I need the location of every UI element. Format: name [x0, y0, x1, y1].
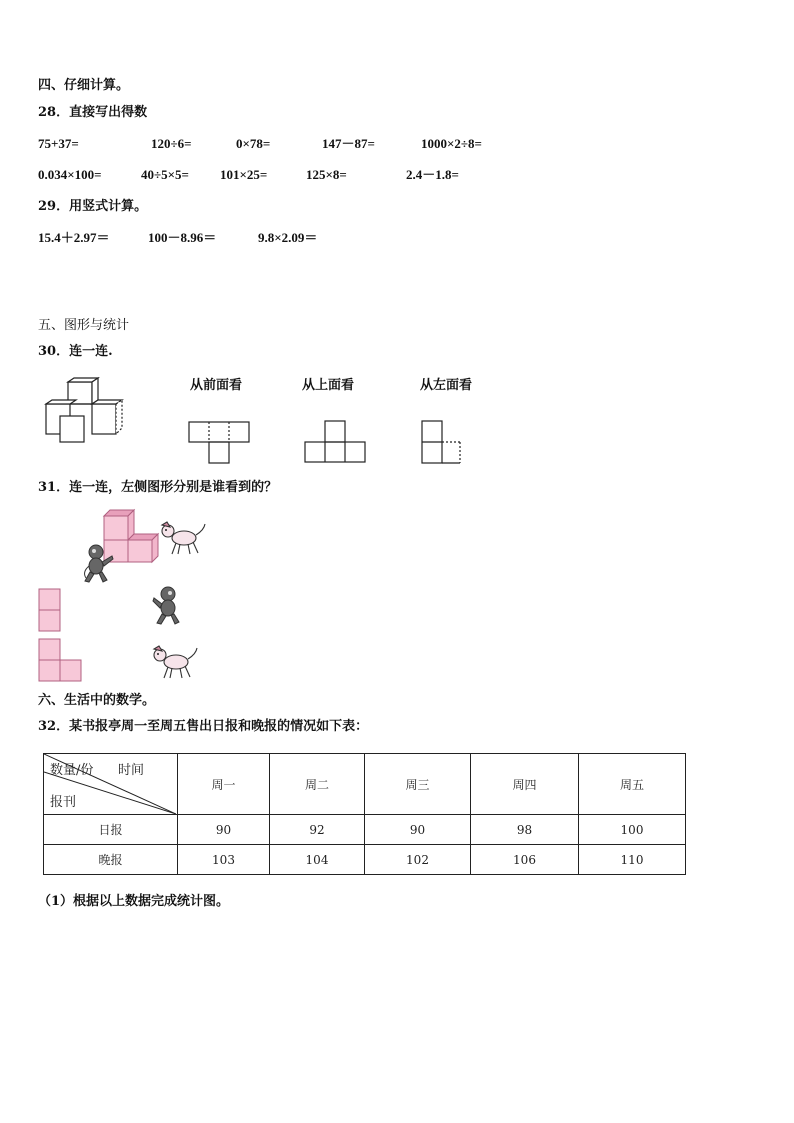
corner-label-time: 时间: [118, 763, 145, 778]
column-header: 周四: [471, 754, 579, 815]
q31-option-view-2: [38, 638, 84, 682]
column-header: 周三: [365, 754, 471, 815]
table-row: [44, 845, 686, 875]
table-cell: 104: [270, 845, 365, 875]
monkey-icon: [152, 586, 188, 626]
view-label-front: 从前面看: [190, 378, 243, 393]
q28-item: 120÷6=: [151, 136, 192, 151]
table-cell: 110: [579, 845, 686, 875]
q28-item: 40÷5×5=: [141, 167, 189, 182]
newspaper-sales-table: [43, 753, 686, 875]
table-row: [44, 815, 686, 845]
q28-item: 101×25=: [220, 167, 268, 182]
q28-item: 2.4－1.8=: [406, 167, 459, 182]
q30-option-left-view: [420, 420, 464, 464]
section-5-title: 五、图形与统计: [38, 318, 130, 333]
dog-icon: [158, 520, 208, 558]
dog-icon: [150, 644, 200, 682]
row-label: 日报: [44, 815, 178, 845]
q28-label: 28．直接写出得数: [38, 105, 148, 120]
table-cell: 90: [178, 815, 270, 845]
q31-label: 31．连一连，左侧图形分别是谁看到的？: [38, 480, 278, 495]
monkey-icon: [80, 544, 116, 584]
table-cell: 103: [178, 845, 270, 875]
table-cell: 100: [579, 815, 686, 845]
column-header: 周五: [579, 754, 686, 815]
q30-label: 30．连一连.: [38, 344, 113, 359]
section-6-title: 六、生活中的数学。: [38, 693, 156, 708]
column-header: 周一: [178, 754, 270, 815]
view-label-left: 从左面看: [420, 378, 473, 393]
table-corner-header: [44, 754, 178, 815]
q31-option-view-1: [38, 588, 62, 632]
corner-label-paper: 报刊: [50, 795, 77, 810]
q28-item: 75+37=: [38, 136, 79, 151]
q30-option-top-view: [304, 420, 366, 464]
q32-label: 32．某书报亭周一至周五售出日报和晚报的情况如下表：: [38, 719, 369, 734]
q28-item: 1000×2÷8=: [421, 136, 482, 151]
table-cell: 90: [365, 815, 471, 845]
table-cell: 106: [471, 845, 579, 875]
table-cell: 98: [471, 815, 579, 845]
q29-label: 29．用竖式计算。: [38, 199, 148, 214]
corner-label-quantity: 数量/份: [50, 763, 94, 778]
row-label: 晚报: [44, 845, 178, 875]
q29-item: 9.8×2.09＝: [258, 230, 318, 245]
q28-item: 0.034×100=: [38, 167, 102, 182]
q32-subquestion-1: （1）根据以上数据完成统计图。: [38, 894, 230, 909]
q29-item: 100－8.96＝: [148, 230, 217, 245]
view-label-top: 从上面看: [302, 378, 355, 393]
column-header: 周二: [270, 754, 365, 815]
q30-cube-stack-figure: [42, 378, 124, 444]
q28-item: 125×8=: [306, 167, 347, 182]
section-4-title: 四、仔细计算。: [38, 78, 130, 93]
q30-option-front-view: [188, 420, 250, 464]
q28-item: 0×78=: [236, 136, 271, 151]
q29-item: 15.4＋2.97＝: [38, 230, 110, 245]
table-cell: 92: [270, 815, 365, 845]
q28-item: 147－87=: [322, 136, 375, 151]
table-cell: 102: [365, 845, 471, 875]
